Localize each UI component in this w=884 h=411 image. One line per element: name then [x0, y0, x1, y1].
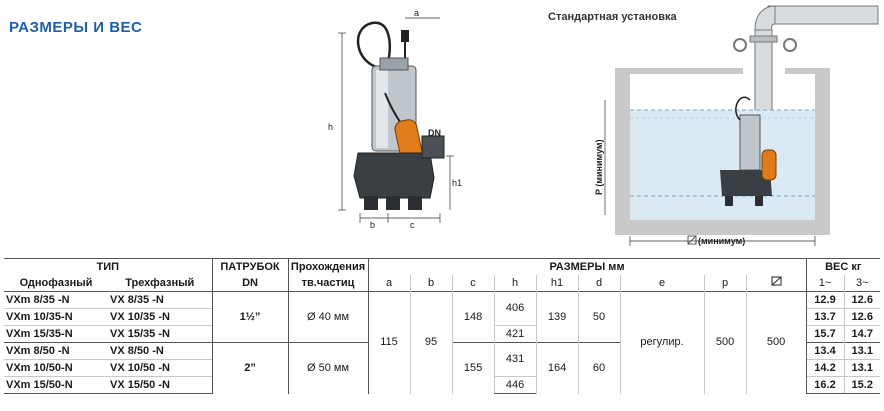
header-col-h1: h1: [536, 275, 578, 292]
row-three: VX 10/50 -N: [108, 360, 212, 377]
row-single: VXm 15/35-N: [4, 326, 108, 343]
group35-passage: Ø 40 мм: [288, 292, 368, 343]
header-col-p: p: [704, 275, 746, 292]
header-col-d: d: [578, 275, 620, 292]
row-weight-3ph: 15.2: [844, 377, 880, 394]
header-dimensions: РАЗМЕРЫ мм: [368, 259, 806, 276]
header-col-square: [746, 275, 806, 292]
row-three: VX 8/35 -N: [108, 292, 212, 309]
row-weight-1ph: 15.7: [806, 326, 844, 343]
dim-h-label: h: [328, 122, 334, 132]
row-weight-3ph: 13.1: [844, 343, 880, 360]
header-col-e: e: [620, 275, 704, 292]
header-single-phase: Однофазный: [19, 276, 93, 289]
row-single: VXm 10/35-N: [4, 309, 108, 326]
row-three: VX 10/35 -N: [108, 309, 212, 326]
row-weight-1ph: 12.9: [806, 292, 844, 309]
pump-dimension-drawing: [310, 8, 480, 233]
header-col-h: h: [494, 275, 536, 292]
group50-d: 60: [578, 343, 620, 394]
dim-square-label: (минимум): [698, 236, 746, 246]
header-col-c: c: [452, 275, 494, 292]
header-col-b: b: [410, 275, 452, 292]
installation-title: Стандартная установка: [548, 11, 677, 23]
row-single: VXm 8/35 -N: [4, 292, 108, 309]
row-weight-1ph: 13.4: [806, 343, 844, 360]
header-col-a: a: [368, 275, 410, 292]
dim-p-label: P (минимум): [594, 139, 604, 195]
header-passage: Прохождения: [288, 259, 368, 276]
shared-a: 115: [368, 292, 410, 394]
header-passage-sub: тв.частиц: [288, 275, 368, 292]
installation-drawing: [590, 0, 880, 250]
row-weight-3ph: 14.7: [844, 326, 880, 343]
row-three: VX 15/50 -N: [108, 377, 212, 394]
shared-e: регулир.: [620, 292, 704, 394]
row-single: VXm 10/50-N: [4, 360, 108, 377]
row-weight-3ph: 13.1: [844, 360, 880, 377]
header-weight-1ph: 1~: [806, 275, 844, 292]
header-outlet: ПАТРУБОК: [212, 259, 288, 276]
group35-d: 50: [578, 292, 620, 343]
row-weight-1ph: 16.2: [806, 377, 844, 394]
group35-c: 148: [452, 292, 494, 343]
row-three: VX 15/35 -N: [108, 326, 212, 343]
row-weight-1ph: 14.2: [806, 360, 844, 377]
header-weight-3ph: 3~: [844, 275, 880, 292]
header-weight: ВЕС кг: [806, 259, 880, 276]
row-single: VXm 15/50-N: [4, 377, 108, 394]
group50-dn: 2”: [212, 343, 288, 394]
dim-h1-label: h1: [452, 178, 463, 188]
shared-square: 500: [746, 292, 806, 394]
group35-dn: 1½”: [212, 292, 288, 343]
shared-b: 95: [410, 292, 452, 394]
group50-c: 155: [452, 343, 494, 394]
square-diagonal-icon: [771, 276, 782, 286]
row-weight-1ph: 13.7: [806, 309, 844, 326]
shared-p: 500: [704, 292, 746, 394]
dim-dn-label: DN: [428, 128, 441, 138]
row-h: 431: [494, 343, 536, 377]
table-row: [4, 292, 880, 309]
dim-b-label: b: [370, 220, 376, 230]
row-h: 406: [494, 292, 536, 326]
header-outlet-dn: DN: [212, 275, 288, 292]
header-type: ТИП: [4, 259, 212, 276]
spec-table: [4, 258, 880, 394]
header-three-phase: Трехфазный: [125, 276, 195, 289]
group35-h1: 139: [536, 292, 578, 343]
row-three: VX 8/50 -N: [108, 343, 212, 360]
dim-a-label: a: [414, 8, 420, 18]
row-single: VXm 8/50 -N: [4, 343, 108, 360]
group50-h1: 164: [536, 343, 578, 394]
row-weight-3ph: 12.6: [844, 292, 880, 309]
group50-passage: Ø 50 мм: [288, 343, 368, 394]
row-h: 446: [494, 377, 536, 394]
row-h: 421: [494, 326, 536, 343]
dim-c-label: c: [410, 220, 415, 230]
page-title: РАЗМЕРЫ И ВЕС: [9, 19, 143, 36]
row-weight-3ph: 12.6: [844, 309, 880, 326]
